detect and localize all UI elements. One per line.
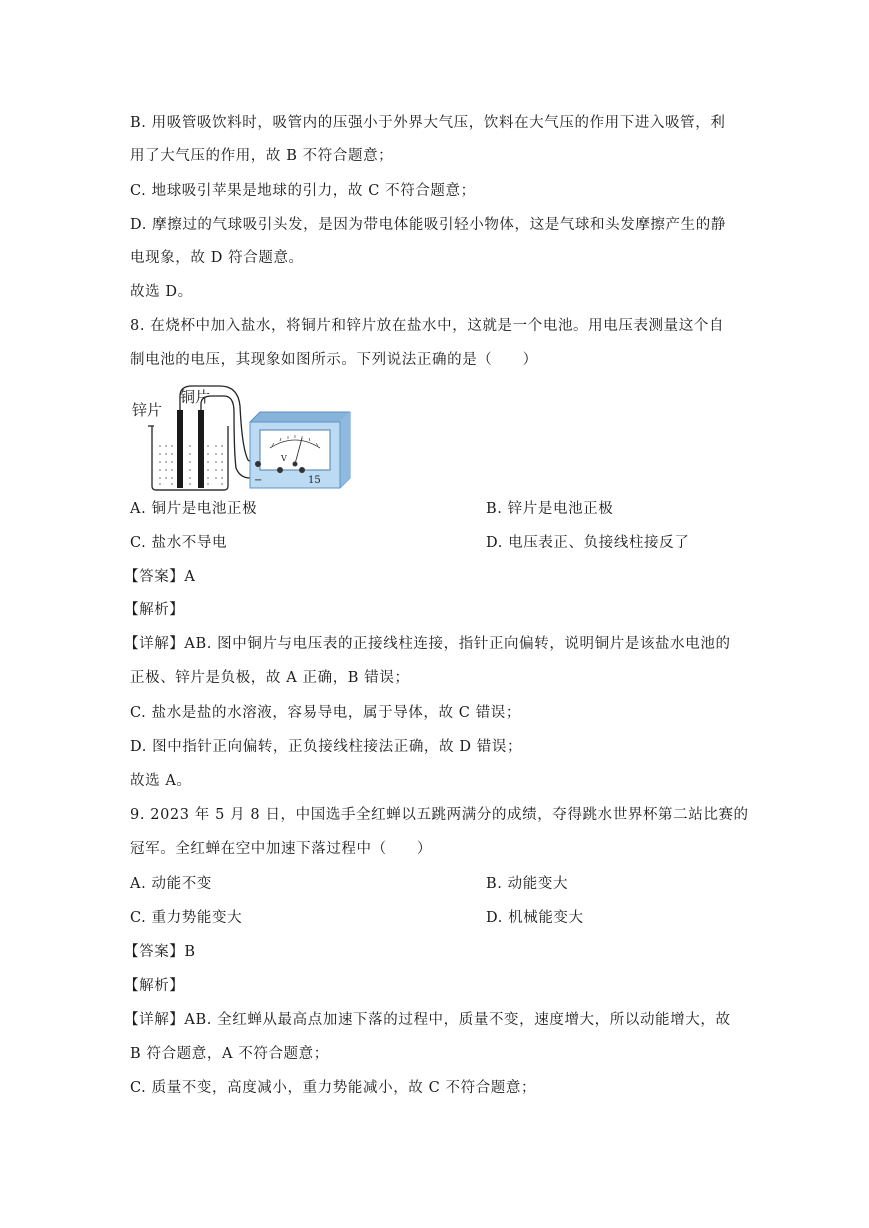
q8-stem-line2: 制电池的电压，其现象如图所示。下列说法正确的是（ ）	[130, 352, 538, 368]
prev-option-b-line1: B. 用吸管吸饮料时，吸管内的压强小于外界大气压，饮料在大气压的作用下进入吸管，利	[130, 115, 726, 131]
q9-detail-line3: C. 质量不变，高度减小，重力势能减小，故 C 不符合题意；	[130, 1080, 537, 1096]
q9-analysis-heading: 【解析】	[124, 978, 185, 994]
q9-option-d: D. 机械能变大	[486, 910, 584, 926]
q8-option-c: C. 盐水不导电	[130, 535, 228, 551]
battery-voltmeter-figure	[130, 382, 352, 492]
q8-detail-line1: 【详解】AB. 图中铜片与电压表的正接线柱连接，指针正向偏转，说明铜片是该盐水电池的	[124, 636, 731, 652]
terminal-15	[299, 467, 305, 473]
q9-detail-line2: B 符合题意，A 不符合题意；	[130, 1046, 329, 1062]
copper-label: 铜片	[180, 388, 211, 406]
q8-detail-line4: D. 图中指针正向偏转，正负接线柱接法正确，故 D 错误；	[130, 739, 523, 755]
q8-choose: 故选 A。	[130, 773, 192, 789]
q9-answer: 【答案】B	[124, 944, 196, 960]
beaker	[152, 426, 228, 490]
prev-option-c: C. 地球吸引苹果是地球的引力，故 C 不符合题意；	[130, 183, 476, 199]
prev-option-d-line2: 电现象，故 D 符合题意。	[130, 250, 304, 266]
q9-stem-line1: 9. 2023 年 5 月 8 日，中国选手全红蝉以五跳两满分的成绩，夺得跳水世界杯第二站比赛的	[130, 807, 749, 823]
zinc-plate	[177, 410, 183, 488]
q8-detail-line2: 正极、锌片是负极，故 A 正确，B 错误；	[130, 670, 410, 686]
q8-option-d: D. 电压表正、负接线柱接反了	[486, 535, 690, 551]
meter-letter: V	[281, 454, 287, 463]
q8-detail-line3: C. 盐水是盐的水溶液，容易导电，属于导体，故 C 错误；	[130, 705, 522, 721]
q9-option-a: A. 动能不变	[130, 876, 212, 892]
voltmeter	[250, 412, 350, 488]
q8-option-a: A. 铜片是电池正极	[130, 501, 258, 517]
copper-plate	[198, 410, 204, 488]
q8-option-b: B. 锌片是电池正极	[486, 501, 614, 517]
terminal-15-label: 15	[308, 475, 321, 486]
salt-water	[159, 445, 223, 485]
prev-choose: 故选 D。	[130, 284, 193, 300]
q8-analysis-heading: 【解析】	[124, 602, 185, 618]
q8-stem-line1: 8. 在烧杯中加入盐水，将铜片和锌片放在盐水中，这就是一个电池。用电压表测量这个自	[130, 318, 725, 334]
terminal-minus-label: −	[254, 475, 263, 486]
q9-stem-line2: 冠军。全红蝉在空中加速下落过程中（ ）	[130, 841, 432, 857]
q8-answer: 【答案】A	[124, 569, 196, 585]
q9-option-b: B. 动能变大	[486, 876, 569, 892]
terminal-3	[277, 467, 283, 473]
prev-option-b-line2: 用了大气压的作用，故 B 不符合题意；	[130, 148, 394, 164]
q9-option-c: C. 重力势能变大	[130, 910, 243, 926]
prev-option-d-line1: D. 摩擦过的气球吸引头发，是因为带电体能吸引轻小物体，这是气球和头发摩擦产生的静	[130, 217, 726, 233]
zinc-label: 锌片	[132, 401, 163, 419]
terminal-minus	[255, 461, 261, 467]
q9-detail-line1: 【详解】AB. 全红蝉从最高点加速下落的过程中，质量不变，速度增大，所以动能增大，故	[124, 1012, 731, 1028]
